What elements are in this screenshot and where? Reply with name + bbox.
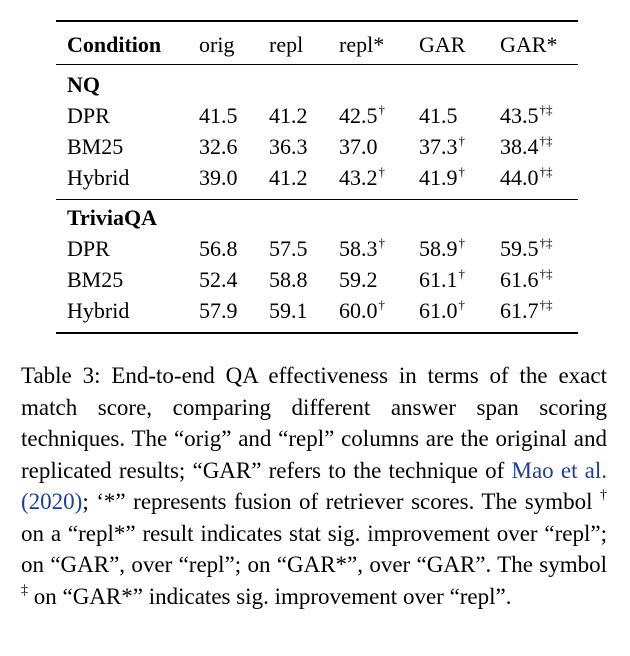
section-triviaqa <box>56 200 578 326</box>
table-cell <box>419 295 465 326</box>
header-gar: GAR <box>419 32 466 57</box>
significance-mark: †‡ <box>539 235 553 250</box>
cell-value: 57.9 <box>199 298 238 323</box>
significance-mark: †‡ <box>539 164 553 179</box>
table-cell <box>419 162 465 193</box>
cell-value: 37.0 <box>339 134 378 159</box>
section-title: TriviaQA <box>67 205 158 230</box>
significance-mark: † <box>458 133 465 148</box>
table-row <box>56 264 578 295</box>
cell-value: 58.3 <box>339 236 378 261</box>
cell-value: 38.4 <box>500 134 539 159</box>
cell-value: 43.5 <box>500 103 539 128</box>
cell-value: 61.6 <box>500 267 539 292</box>
table-cell <box>269 233 308 264</box>
citation-link[interactable]: Mao et al. (2020) <box>21 457 608 514</box>
table-caption <box>21 360 607 612</box>
significance-mark: †‡ <box>539 133 553 148</box>
significance-mark: † <box>458 266 465 281</box>
cell-value: 59.1 <box>269 298 308 323</box>
table-cell <box>500 295 553 326</box>
table-cell <box>199 162 238 193</box>
significance-mark: † <box>458 297 465 312</box>
table-cell <box>500 100 553 131</box>
cell-value: 41.2 <box>269 165 308 190</box>
table-cell <box>500 162 553 193</box>
significance-mark: †‡ <box>539 297 553 312</box>
results-table <box>56 20 578 334</box>
cell-value: 52.4 <box>199 267 238 292</box>
row-label: BM25 <box>67 134 124 159</box>
significance-mark: †‡ <box>539 102 553 117</box>
header-condition: Condition <box>67 32 162 57</box>
caption-text-1: Table 3: End-to-end QA effectiveness in terms of the exact match score, comparing different answer span scoring techniques. The “orig” and “repl” columns are the original and replicated results; “GAR” refers to the technique of <box>21 363 607 483</box>
caption-text-2: ; ‘*” represents fusion of retriever scores. The symbol <box>82 489 600 514</box>
significance-mark: †‡ <box>539 266 553 281</box>
dagger-symbol: † <box>600 488 607 503</box>
table-cell <box>269 264 308 295</box>
row-label: DPR <box>67 236 110 261</box>
header-orig: orig <box>199 32 235 57</box>
significance-mark: † <box>378 102 385 117</box>
cell-value: 57.5 <box>269 236 308 261</box>
cell-value: 59.5 <box>500 236 539 261</box>
header-gar-star: GAR* <box>500 32 558 57</box>
row-label: BM25 <box>67 267 124 292</box>
section-nq <box>56 65 578 193</box>
table-cell <box>199 131 238 162</box>
section-title-row <box>56 202 578 233</box>
header-repl-star: repl* <box>339 32 385 57</box>
row-label: Hybrid <box>67 165 130 190</box>
table-cell <box>339 162 385 193</box>
table-row <box>56 131 578 162</box>
table-cell <box>419 100 458 131</box>
table-cell <box>339 233 385 264</box>
caption-text-3: on a “repl*” result indicates stat sig. improvement over “repl”; on “GAR”, over “repl”; on “GAR*”, over “GAR”. The symbol <box>21 520 607 577</box>
cell-value: 61.0 <box>419 298 458 323</box>
cell-value: 58.8 <box>269 267 308 292</box>
cell-value: 41.5 <box>419 103 458 128</box>
cell-value: 39.0 <box>199 165 238 190</box>
cell-value: 32.6 <box>199 134 238 159</box>
table-cell <box>269 295 308 326</box>
significance-mark: † <box>378 235 385 250</box>
table-cell <box>339 131 378 162</box>
table-cell <box>419 264 465 295</box>
table-cell <box>339 295 385 326</box>
section-title-row <box>56 69 578 100</box>
cell-value: 56.8 <box>199 236 238 261</box>
table-cell <box>500 233 553 264</box>
cell-value: 59.2 <box>339 267 378 292</box>
bottom-rule <box>56 332 578 334</box>
row-label: DPR <box>67 103 110 128</box>
table-cell <box>269 162 308 193</box>
citation-year[interactable]: 2020 <box>28 489 75 514</box>
table-cell <box>339 264 378 295</box>
significance-mark: † <box>378 164 385 179</box>
row-label: Hybrid <box>67 298 130 323</box>
header-repl: repl <box>269 32 304 57</box>
cell-value: 37.3 <box>419 134 458 159</box>
table-cell <box>339 100 385 131</box>
table-cell <box>199 295 238 326</box>
table-cell <box>419 131 465 162</box>
section-title: NQ <box>67 72 100 97</box>
cell-value: 60.0 <box>339 298 378 323</box>
cell-value: 41.9 <box>419 165 458 190</box>
caption-text-4: on “GAR*” indicates sig. improvement over “repl”. <box>28 583 512 609</box>
cell-value: 44.0 <box>500 165 539 190</box>
significance-mark: † <box>378 297 385 312</box>
cell-value: 43.2 <box>339 165 378 190</box>
cell-value: 36.3 <box>269 134 308 159</box>
table-row <box>56 295 578 326</box>
table-cell <box>199 264 238 295</box>
cell-value: 58.9 <box>419 236 458 261</box>
table-cell <box>269 131 308 162</box>
significance-mark: † <box>458 235 465 250</box>
cell-value: 41.2 <box>269 103 308 128</box>
table-cell <box>199 233 238 264</box>
table-cell <box>419 233 465 264</box>
table-row <box>56 233 578 264</box>
significance-mark: † <box>458 164 465 179</box>
cell-value: 61.7 <box>500 298 539 323</box>
table-cell <box>199 100 238 131</box>
table-row <box>56 100 578 131</box>
cell-value: 42.5 <box>339 103 378 128</box>
double-dagger-symbol: ‡ <box>21 582 28 598</box>
cell-value: 61.1 <box>419 267 458 292</box>
table-cell <box>500 264 553 295</box>
table-cell <box>500 131 553 162</box>
header-row <box>56 22 578 64</box>
table-cell <box>269 100 308 131</box>
table-row <box>56 162 578 193</box>
cell-value: 41.5 <box>199 103 238 128</box>
citation-author[interactable]: Mao et al. <box>511 457 608 483</box>
